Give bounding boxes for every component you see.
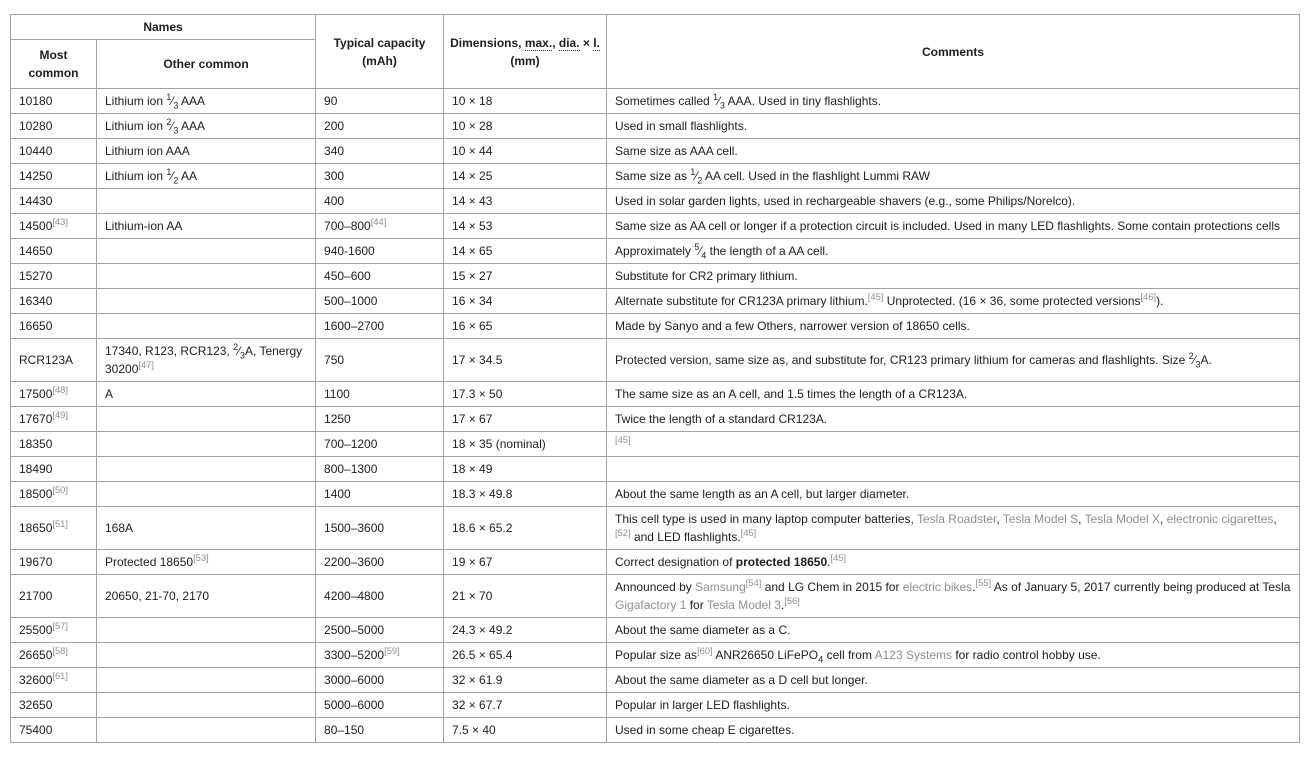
- table-row: [11, 382, 1300, 407]
- cell-capacity: 5000–6000: [316, 693, 444, 718]
- cell-most-common: 26650[58]: [11, 643, 97, 668]
- cell-comments: Twice the length of a standard CR123A.: [607, 407, 1300, 432]
- fraction: $^2⁄_3$: [166, 117, 179, 136]
- table-row: [11, 693, 1300, 718]
- cell-capacity: 1400: [316, 482, 444, 507]
- table-row: [11, 164, 1300, 189]
- cell-other-common: [97, 693, 316, 718]
- table-row: [11, 643, 1300, 668]
- cell-other-common: [97, 643, 316, 668]
- cell-capacity: 200: [316, 114, 444, 139]
- cell-most-common: RCR123A: [11, 339, 97, 382]
- header-other-common: Other common: [97, 40, 316, 89]
- header-row-1: [11, 15, 1300, 40]
- cell-capacity: 4200–4800: [316, 575, 444, 618]
- cell-comments: Announced by Samsung[54] and LG Chem in 2015 for electric bikes.[55] As of January 5, 2017 currently being produced at Tesla Gigafactory 1 for Tesla Model 3.[56]: [607, 575, 1300, 618]
- cell-dimensions: 10 × 28: [444, 114, 607, 139]
- wiki-link[interactable]: Gigafactory 1: [615, 598, 687, 612]
- cell-other-common: Protected 18650[53]: [97, 550, 316, 575]
- cell-other-common: [97, 314, 316, 339]
- cell-other-common: [97, 482, 316, 507]
- abbreviation: max.: [524, 35, 553, 50]
- table-row: [11, 139, 1300, 164]
- table-body: [11, 89, 1300, 743]
- reference-link[interactable]: [58]: [52, 646, 68, 656]
- cell-comments: Used in some cheap E cigarettes.: [607, 718, 1300, 743]
- cell-most-common: 15270: [11, 264, 97, 289]
- table-row: [11, 264, 1300, 289]
- cell-dimensions: 16 × 65: [444, 314, 607, 339]
- fraction: $^2⁄_3$: [233, 342, 245, 361]
- reference-link[interactable]: [49]: [52, 410, 68, 420]
- cell-dimensions: 10 × 44: [444, 139, 607, 164]
- cell-capacity: 2500–5000: [316, 618, 444, 643]
- header-names: Names: [11, 15, 316, 40]
- cell-most-common: 16650: [11, 314, 97, 339]
- cell-most-common: 25500[57]: [11, 618, 97, 643]
- fraction: $^2⁄_3$: [1188, 351, 1201, 370]
- cell-comments: Popular size as[60] ANR26650 LiFePO$_4$ cell from A123 Systems for radio control hobby use.: [607, 643, 1300, 668]
- cell-most-common: 18500[50]: [11, 482, 97, 507]
- table-row: [11, 289, 1300, 314]
- cell-most-common: 16340: [11, 289, 97, 314]
- wiki-link[interactable]: Samsung: [695, 580, 746, 594]
- table-row: [11, 214, 1300, 239]
- header-dimensions: [444, 15, 607, 89]
- cell-capacity: 2200–3600: [316, 550, 444, 575]
- header-capacity: [316, 15, 444, 89]
- battery-size-table: [10, 14, 1300, 743]
- fraction: $^1⁄_3$: [166, 92, 179, 111]
- cell-other-common: [97, 264, 316, 289]
- cell-most-common: 14500[43]: [11, 214, 97, 239]
- table-row: [11, 668, 1300, 693]
- cell-other-common: Lithium-ion AA: [97, 214, 316, 239]
- cell-dimensions: 32 × 61.9: [444, 668, 607, 693]
- cell-dimensions: 19 × 67: [444, 550, 607, 575]
- header-comments: Comments: [607, 15, 1300, 89]
- abbreviation: dia.: [558, 35, 580, 50]
- cell-other-common: 17340, R123, RCR123, $^2⁄_3A$, Tenergy 30200[47]: [97, 339, 316, 382]
- table-row: [11, 550, 1300, 575]
- cell-other-common: Lithium ion $^2⁄_3$ AAA: [97, 114, 316, 139]
- reference-link[interactable]: [45]: [615, 435, 631, 445]
- reference-link[interactable]: [47]: [138, 360, 154, 370]
- cell-comments: Used in small flashlights.: [607, 114, 1300, 139]
- table-row: [11, 718, 1300, 743]
- cell-other-common: [97, 668, 316, 693]
- cell-comments: Protected version, same size as, and substitute for, CR123 primary lithium for cameras and flashlights. Size $^2⁄_3A$.: [607, 339, 1300, 382]
- cell-comments: [607, 457, 1300, 482]
- cell-dimensions: 17 × 67: [444, 407, 607, 432]
- cell-most-common: 10280: [11, 114, 97, 139]
- reference-link[interactable]: [61]: [52, 671, 68, 681]
- header-most-common: Most common: [11, 40, 97, 89]
- reference-link[interactable]: [52]: [615, 528, 631, 538]
- cell-most-common: 17500[48]: [11, 382, 97, 407]
- cell-comments: Same size as AA cell or longer if a protection circuit is included. Used in many LED flashlights. Some contain protections cells: [607, 214, 1300, 239]
- cell-most-common: 18490: [11, 457, 97, 482]
- fraction: $^1⁄_2$: [166, 167, 179, 186]
- reference-link[interactable]: [45]: [830, 553, 847, 563]
- cell-comments: Same size as AAA cell.: [607, 139, 1300, 164]
- table-row: [11, 239, 1300, 264]
- cell-capacity: 1250: [316, 407, 444, 432]
- cell-other-common: [97, 457, 316, 482]
- cell-most-common: 32650: [11, 693, 97, 718]
- cell-most-common: 75400: [11, 718, 97, 743]
- cell-other-common: [97, 189, 316, 214]
- cell-most-common: 18350: [11, 432, 97, 457]
- fraction: $^1⁄_3$: [713, 92, 725, 111]
- reference-link[interactable]: [55]: [975, 578, 992, 588]
- table-row: [11, 407, 1300, 432]
- reference-link[interactable]: [54]: [745, 578, 762, 588]
- table-row: [11, 314, 1300, 339]
- table-row: [11, 618, 1300, 643]
- reference-link[interactable]: [50]: [52, 485, 68, 495]
- cell-most-common: 10180: [11, 89, 97, 114]
- cell-other-common: A: [97, 382, 316, 407]
- cell-comments: Used in solar garden lights, used in rechargeable shavers (e.g., some Philips/Norelco).: [607, 189, 1300, 214]
- cell-capacity: 340: [316, 139, 444, 164]
- cell-dimensions: 17 × 34.5: [444, 339, 607, 382]
- cell-comments: Sometimes called $^1⁄_3$ AAA. Used in tiny flashlights.: [607, 89, 1300, 114]
- cell-most-common: 14250: [11, 164, 97, 189]
- cell-other-common: [97, 718, 316, 743]
- cell-comments: Made by Sanyo and a few Others, narrower version of 18650 cells.: [607, 314, 1300, 339]
- table-row: [11, 339, 1300, 382]
- cell-most-common: 21700: [11, 575, 97, 618]
- cell-capacity: 1100: [316, 382, 444, 407]
- cell-dimensions: 18.3 × 49.8: [444, 482, 607, 507]
- reference-link[interactable]: [57]: [52, 621, 68, 631]
- cell-capacity: 700–1200: [316, 432, 444, 457]
- cell-comments: About the same diameter as a D cell but longer.: [607, 668, 1300, 693]
- cell-capacity: 400: [316, 189, 444, 214]
- cell-dimensions: 14 × 43: [444, 189, 607, 214]
- cell-capacity: 1500–3600: [316, 507, 444, 550]
- header-dimensions-line1: Dimensions, max., dia. × l.: [450, 35, 600, 50]
- cell-other-common: [97, 432, 316, 457]
- fraction: $^5⁄_4$: [694, 242, 707, 261]
- cell-other-common: 20650, 21-70, 2170: [97, 575, 316, 618]
- reference-link[interactable]: [43]: [52, 217, 68, 227]
- cell-dimensions: 14 × 65: [444, 239, 607, 264]
- cell-dimensions: 7.5 × 40: [444, 718, 607, 743]
- reference-link[interactable]: [44]: [370, 217, 387, 227]
- cell-comments: Same size as $^1⁄_2$ AA cell. Used in the flashlight Lummi RAW: [607, 164, 1300, 189]
- cell-most-common: 10440: [11, 139, 97, 164]
- table-row: [11, 114, 1300, 139]
- cell-other-common: [97, 618, 316, 643]
- wiki-link[interactable]: Tesla Roadster: [916, 512, 997, 526]
- cell-capacity: 1600–2700: [316, 314, 444, 339]
- reference-link[interactable]: [46]: [1140, 292, 1157, 302]
- reference-link[interactable]: [56]: [784, 596, 800, 606]
- cell-comments: About the same diameter as a C.: [607, 618, 1300, 643]
- header-dimensions-line2: (mm): [510, 53, 540, 68]
- cell-dimensions: 17.3 × 50: [444, 382, 607, 407]
- cell-dimensions: 26.5 × 65.4: [444, 643, 607, 668]
- cell-most-common: 14650: [11, 239, 97, 264]
- table-row: [11, 575, 1300, 618]
- reference-link[interactable]: [51]: [52, 519, 68, 529]
- cell-dimensions: 21 × 70: [444, 575, 607, 618]
- table-row: [11, 189, 1300, 214]
- cell-dimensions: 14 × 25: [444, 164, 607, 189]
- cell-capacity: 700–800[44]: [316, 214, 444, 239]
- cell-comments: Approximately $^5⁄_4$ the length of a AA cell.: [607, 239, 1300, 264]
- reference-link[interactable]: [59]: [384, 646, 400, 656]
- cell-capacity: 450–600: [316, 264, 444, 289]
- wiki-link[interactable]: A123 Systems: [874, 648, 952, 662]
- header-capacity-line1: Typical capacity: [333, 35, 426, 50]
- wiki-link[interactable]: electric bikes: [902, 580, 973, 594]
- cell-dimensions: 18 × 49: [444, 457, 607, 482]
- reference-link[interactable]: [53]: [193, 553, 209, 563]
- cell-other-common: [97, 407, 316, 432]
- cell-capacity: 3000–6000: [316, 668, 444, 693]
- fraction: $^1⁄_2$: [690, 167, 703, 186]
- reference-link[interactable]: [45]: [867, 292, 884, 302]
- cell-other-common: Lithium ion $^1⁄_3$ AAA: [97, 89, 316, 114]
- cell-dimensions: 18 × 35 (nominal): [444, 432, 607, 457]
- bold-text: protected 18650: [735, 555, 828, 569]
- cell-dimensions: 14 × 53: [444, 214, 607, 239]
- subscript-text: 4: [818, 654, 824, 665]
- cell-most-common: 19670: [11, 550, 97, 575]
- cell-capacity: 750: [316, 339, 444, 382]
- cell-comments: The same size as an A cell, and 1.5 times the length of a CR123A.: [607, 382, 1300, 407]
- cell-dimensions: 15 × 27: [444, 264, 607, 289]
- table-row: [11, 457, 1300, 482]
- cell-most-common: 17670[49]: [11, 407, 97, 432]
- cell-most-common: 18650[51]: [11, 507, 97, 550]
- cell-most-common: 14430: [11, 189, 97, 214]
- table-row: [11, 482, 1300, 507]
- wiki-link[interactable]: Tesla Model 3: [706, 598, 781, 612]
- cell-comments: Alternate substitute for CR123A primary lithium.[45] Unprotected. (16 × 36, some protected versions[46]).: [607, 289, 1300, 314]
- table-row: [11, 89, 1300, 114]
- cell-dimensions: 16 × 34: [444, 289, 607, 314]
- table-row: [11, 432, 1300, 457]
- reference-link[interactable]: [45]: [740, 528, 757, 538]
- cell-other-common: [97, 289, 316, 314]
- cell-comments: About the same length as an A cell, but larger diameter.: [607, 482, 1300, 507]
- cell-capacity: 300: [316, 164, 444, 189]
- cell-comments: [607, 432, 1300, 457]
- cell-capacity: 90: [316, 89, 444, 114]
- cell-other-common: [97, 239, 316, 264]
- header-capacity-line2: (mAh): [362, 53, 397, 68]
- cell-other-common: Lithium ion $^1⁄_2$ AA: [97, 164, 316, 189]
- reference-link[interactable]: [60]: [697, 646, 713, 656]
- cell-most-common: 32600[61]: [11, 668, 97, 693]
- wiki-link[interactable]: electronic cigarettes: [1166, 512, 1274, 526]
- reference-link[interactable]: [48]: [52, 385, 68, 395]
- wiki-link[interactable]: Tesla Model X: [1084, 512, 1160, 526]
- cell-comments: Substitute for CR2 primary lithium.: [607, 264, 1300, 289]
- cell-dimensions: 32 × 67.7: [444, 693, 607, 718]
- cell-other-common: Lithium ion AAA: [97, 139, 316, 164]
- cell-capacity: 80–150: [316, 718, 444, 743]
- cell-dimensions: 18.6 × 65.2: [444, 507, 607, 550]
- cell-capacity: 940-1600: [316, 239, 444, 264]
- table-row: [11, 507, 1300, 550]
- cell-capacity: 3300–5200[59]: [316, 643, 444, 668]
- cell-dimensions: 10 × 18: [444, 89, 607, 114]
- cell-capacity: 500–1000: [316, 289, 444, 314]
- cell-comments: Correct designation of protected 18650.[45]: [607, 550, 1300, 575]
- abbreviation: l.: [593, 35, 600, 50]
- cell-other-common: 168A: [97, 507, 316, 550]
- cell-dimensions: 24.3 × 49.2: [444, 618, 607, 643]
- wiki-link[interactable]: Tesla Model S: [1002, 512, 1079, 526]
- cell-comments: This cell type is used in many laptop computer batteries, Tesla Roadster, Tesla Model S, Tesla Model X, electronic cigarettes,[52] and LED flashlights.[45]: [607, 507, 1300, 550]
- cell-capacity: 800–1300: [316, 457, 444, 482]
- cell-comments: Popular in larger LED flashlights.: [607, 693, 1300, 718]
